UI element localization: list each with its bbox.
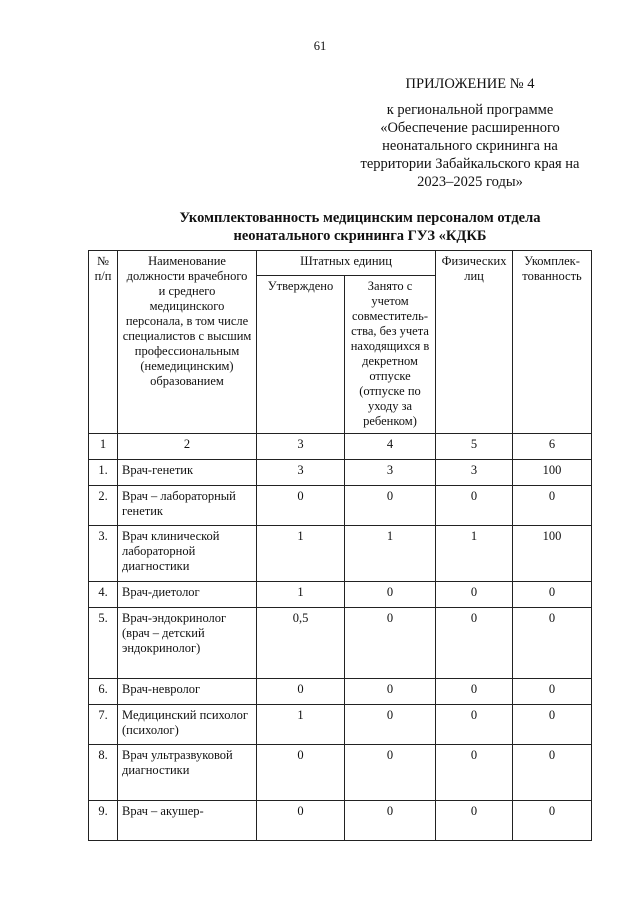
row-number: 2. [89, 486, 118, 526]
approved-value: 0 [257, 679, 345, 705]
occupied-value: 1 [345, 526, 436, 582]
table-row [89, 486, 592, 526]
row-number: 6. [89, 679, 118, 705]
approved-value: 0 [257, 745, 345, 801]
annex-line: к региональной программе [386, 102, 554, 118]
row-number: 4. [89, 582, 118, 608]
staffing-value: 0 [513, 705, 592, 745]
index-cell: 6 [513, 434, 592, 460]
annex-block [360, 75, 580, 191]
index-cell: 4 [345, 434, 436, 460]
table-row [89, 801, 592, 841]
index-cell: 3 [257, 434, 345, 460]
document-title-line2: неонатального скрининга ГУЗ «КДКБ [233, 228, 487, 244]
staffing-table [88, 250, 592, 841]
persons-value: 1 [436, 526, 513, 582]
staffing-value: 100 [513, 460, 592, 486]
approved-value: 0 [257, 801, 345, 841]
staffing-value: 0 [513, 486, 592, 526]
table-header-row [89, 251, 592, 276]
row-number: 9. [89, 801, 118, 841]
annex-title: ПРИЛОЖЕНИЕ № 4 [405, 76, 535, 92]
position-name: Врач клинической лабораторной диагностики [118, 526, 257, 582]
position-name: Врач-генетик [118, 460, 257, 486]
table-row [89, 705, 592, 745]
annex-line: 2023–2025 годы» [417, 174, 523, 190]
header-approved: Утверждено [257, 276, 345, 434]
annex-line: неонатального скрининга на [382, 138, 558, 154]
header-num: № п/п [89, 251, 118, 434]
position-name: Врач ультразвуковой диагностики [118, 745, 257, 801]
approved-value: 1 [257, 526, 345, 582]
position-name: Врач-эндокринолог (врач – детский эндокринолог) [118, 608, 257, 679]
staffing-value: 100 [513, 526, 592, 582]
occupied-value: 3 [345, 460, 436, 486]
position-name: Врач – акушер- [118, 801, 257, 841]
staffing-value: 0 [513, 582, 592, 608]
table-index-row [89, 434, 592, 460]
approved-value: 1 [257, 705, 345, 745]
staffing-value: 0 [513, 679, 592, 705]
persons-value: 0 [436, 486, 513, 526]
position-name: Врач – лабораторный генетик [118, 486, 257, 526]
row-number: 1. [89, 460, 118, 486]
table-row [89, 679, 592, 705]
occupied-value: 0 [345, 745, 436, 801]
header-persons: Физических лиц [436, 251, 513, 434]
occupied-value: 0 [345, 486, 436, 526]
approved-value: 3 [257, 460, 345, 486]
row-number: 5. [89, 608, 118, 679]
table-row [89, 608, 592, 679]
table-body [89, 434, 592, 841]
index-cell: 5 [436, 434, 513, 460]
document-title-line1: Укомплектованность медицинским персоналом отдела [179, 210, 541, 226]
row-number: 3. [89, 526, 118, 582]
occupied-value: 0 [345, 582, 436, 608]
header-occupied: Занято с учетом совместитель-ства, без учета находящихся в декретном отпуске (отпуске по уходу за ребенком) [345, 276, 436, 434]
approved-value: 0,5 [257, 608, 345, 679]
persons-value: 0 [436, 679, 513, 705]
staffing-value: 0 [513, 801, 592, 841]
annex-line: «Обеспечение расширенного [380, 120, 560, 136]
header-units: Штатных единиц [257, 251, 436, 276]
occupied-value: 0 [345, 679, 436, 705]
position-name: Медицинский психолог (психолог) [118, 705, 257, 745]
index-cell: 1 [89, 434, 118, 460]
persons-value: 0 [436, 705, 513, 745]
page-number: 61 [313, 39, 327, 53]
table-row [89, 745, 592, 801]
table-row [89, 460, 592, 486]
table-row [89, 582, 592, 608]
occupied-value: 0 [345, 801, 436, 841]
persons-value: 0 [436, 582, 513, 608]
persons-value: 0 [436, 608, 513, 679]
approved-value: 0 [257, 486, 345, 526]
table-row [89, 526, 592, 582]
staffing-value: 0 [513, 745, 592, 801]
row-number: 8. [89, 745, 118, 801]
approved-value: 1 [257, 582, 345, 608]
header-staffing: Укомплек-тованность [513, 251, 592, 434]
persons-value: 0 [436, 745, 513, 801]
occupied-value: 0 [345, 705, 436, 745]
document-title [150, 209, 570, 245]
staffing-value: 0 [513, 608, 592, 679]
occupied-value: 0 [345, 608, 436, 679]
persons-value: 3 [436, 460, 513, 486]
index-cell: 2 [118, 434, 257, 460]
position-name: Врач-невролог [118, 679, 257, 705]
annex-line: территории Забайкальского края на [360, 156, 580, 172]
header-name: Наименование должности врачебного и среднего медицинского персонала, в том числе специалистов с высшим профессиональным (немедицинским) образованием [118, 251, 257, 434]
persons-value: 0 [436, 801, 513, 841]
position-name: Врач-диетолог [118, 582, 257, 608]
row-number: 7. [89, 705, 118, 745]
